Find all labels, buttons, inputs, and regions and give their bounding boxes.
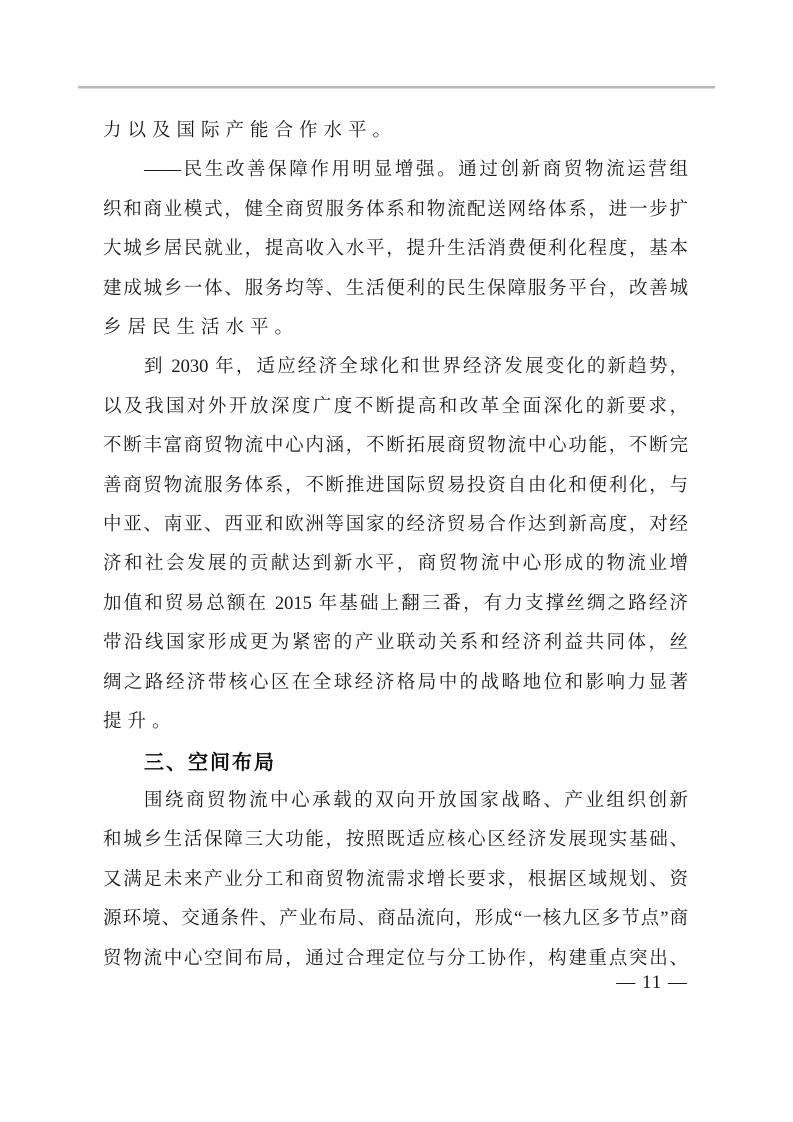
text-line: 以及我国对外开放深度广度不断提高和改革全面深化的新要求， <box>103 396 688 417</box>
text-line: 济和社会发展的贡献达到新水平，商贸物流中心形成的物流业增 <box>103 554 688 575</box>
text-line: 到 2030 年，适应经济全球化和世界经济发展变化的新趋势， <box>144 357 688 378</box>
page-number: — 11 — <box>616 972 688 993</box>
paragraph-spatial-layout <box>103 782 688 979</box>
text-line: 带沿线国家形成更为紧密的产业联动关系和经济利益共同体，丝 <box>103 633 688 654</box>
text-line: ——民生改善保障作用明显增强。通过创新商贸物流运营组 <box>144 160 688 181</box>
page-body <box>103 112 688 979</box>
text-line: 中亚、南亚、西亚和欧洲等国家的经济贸易合作达到新高度，对经 <box>103 515 688 536</box>
text-line: 贸物流中心空间布局，通过合理定位与分工协作，构建重点突出、 <box>103 948 688 969</box>
text-line: 善商贸物流服务体系，不断推进国际贸易投资自由化和便利化，与 <box>103 475 688 496</box>
text-line: 加值和贸易总额在 2015 年基础上翻三番，有力支撑丝绸之路经济 <box>103 593 688 614</box>
text-line: 不断丰富商贸物流中心内涵，不断拓展商贸物流中心功能，不断完 <box>103 436 688 457</box>
text-line: 织和商业模式，健全商贸服务体系和物流配送网络体系，进一步扩 <box>103 199 688 220</box>
text-line: 力以及国际产能合作水平。 <box>103 121 398 141</box>
paragraph-2030-goals <box>103 348 688 742</box>
paragraph-continuation <box>103 112 688 151</box>
section-heading: 三、空间布局 <box>144 749 276 774</box>
text-line: 大城乡居民就业，提高收入水平，提升生活消费便利化程度，基本 <box>103 239 688 260</box>
text-line: 源环境、交通条件、产业布局、商品流向，形成“一核九区多节点”商 <box>103 909 688 930</box>
header-divider <box>78 86 715 89</box>
text-line: 建成城乡一体、服务均等、生活便利的民生保障服务平台，改善城 <box>103 278 688 299</box>
text-line: 围绕商贸物流中心承载的双向开放国家战略、产业组织创新 <box>144 790 688 811</box>
text-line: 和城乡生活保障三大功能，按照既适应核心区经济发展现实基础、 <box>103 830 688 851</box>
text-line: 乡居民生活水平。 <box>103 318 300 339</box>
text-line: 提升。 <box>103 712 177 733</box>
paragraph-dash-lead <box>103 151 688 348</box>
text-line: 又满足未来产业分工和商贸物流需求增长要求，根据区域规划、资 <box>103 869 688 890</box>
text-line: 绸之路经济带核心区在全球经济格局中的战略地位和影响力显著 <box>103 672 688 693</box>
